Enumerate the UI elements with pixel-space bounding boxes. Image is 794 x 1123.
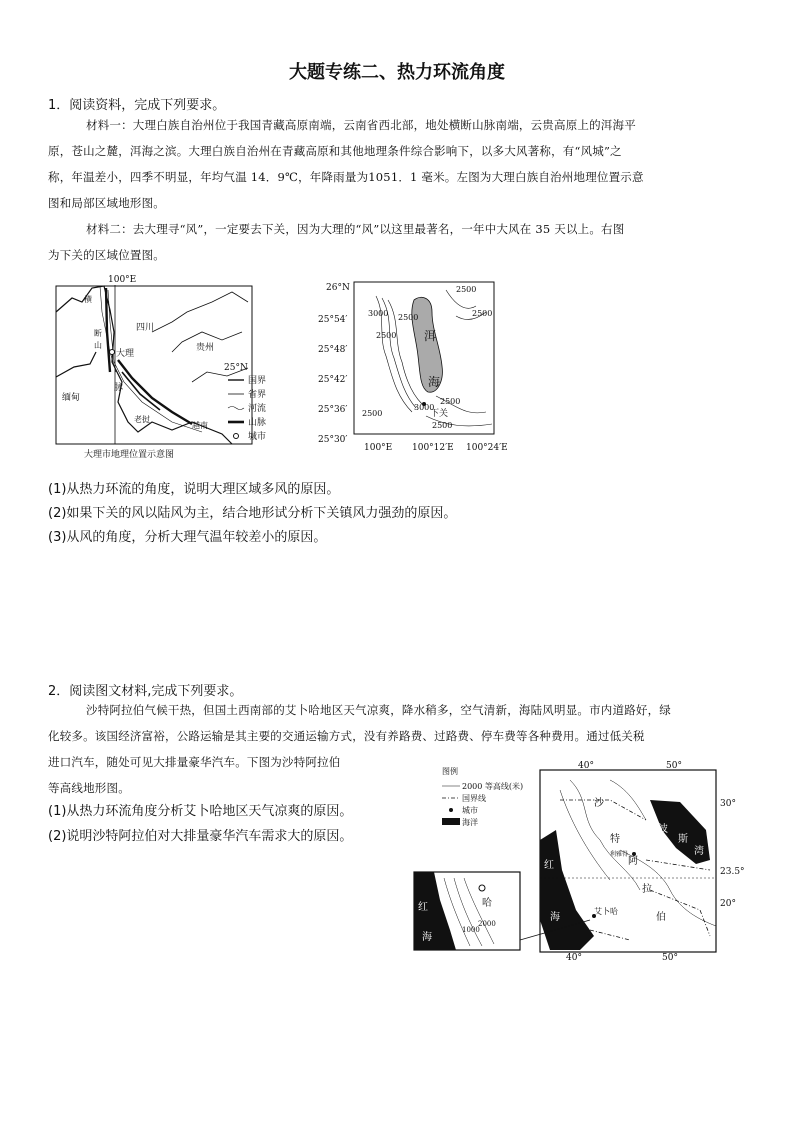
dali-location-map	[52, 272, 292, 462]
lake-char: 海	[428, 375, 441, 389]
contour-label: 2500	[456, 285, 477, 294]
red-sea-char: 红	[544, 860, 554, 871]
lon-top: 40°	[578, 761, 594, 771]
q2-para-line: 化较多。该国经济富裕，公路运输是其主要的交通运输方式，没有养路费、过路费、停车费等各种费用。通过低关税	[48, 729, 645, 743]
q2-sub-questions	[48, 799, 352, 849]
inset-contour-label: 1000	[462, 926, 480, 934]
city-label-abha: 艾卜哈	[594, 907, 618, 916]
page-title: 大题专练二、热力环流角度	[289, 62, 505, 83]
q1-material-1	[48, 112, 750, 268]
lat-label: 20°	[720, 899, 736, 909]
q2-heading: 2．阅读图文材料,完成下列要求。	[48, 684, 243, 699]
legend-title: 图例	[442, 767, 458, 776]
mountain-char: 断	[94, 329, 102, 338]
saudi-arabia-map	[410, 760, 760, 960]
map1-caption: 大理市地理位置示意图	[84, 450, 175, 460]
inset-city-icon	[479, 885, 485, 891]
map-label-myanmar: 缅甸	[62, 393, 81, 403]
lat-tick: 25°30′	[318, 435, 348, 445]
city-label: 下关	[430, 409, 449, 419]
legend-item: 河流	[248, 404, 267, 414]
legend-item: 2000 等高线(米)	[462, 782, 524, 791]
contour-label: 2500	[362, 409, 383, 418]
lon-top: 50°	[666, 761, 682, 771]
lat-tick: 25°42′	[318, 375, 348, 385]
q1-m1-line: 图和局部区域地形图。	[48, 196, 165, 210]
country-char: 拉	[642, 884, 652, 895]
country-char: 伯	[656, 912, 666, 923]
q2-sub-question: (2)说明沙特阿拉伯对大排量豪华汽车需求大的原因。	[48, 829, 353, 844]
map-label-laos: 老挝	[134, 415, 150, 424]
country-char: 特	[610, 834, 620, 845]
country-char: 阿	[628, 856, 638, 867]
lat-label: 30°	[720, 799, 736, 809]
map-label-sichuan: 四川	[136, 323, 155, 333]
map-label-dali: 大理	[116, 349, 135, 359]
q2-para-line: 等高线地形图。	[48, 781, 130, 795]
q1-heading: 1．阅读资料，完成下列要求。	[48, 98, 226, 113]
contour-label: 3000	[368, 309, 389, 318]
lat-tick: 25°48′	[318, 345, 348, 355]
q2-para-line: 进口汽车，随处可见大排量豪华汽车。下图为沙特阿拉伯	[48, 755, 341, 769]
legend-item: 山脉	[248, 418, 267, 428]
lat-label: 25°N	[224, 363, 248, 373]
legend-item: 城市	[248, 432, 267, 442]
mountain-char: 脉	[114, 383, 124, 393]
contour-label: 3000	[414, 403, 435, 412]
gulf-char: 斯	[678, 834, 688, 845]
map-label-vietnam: 越南	[192, 421, 208, 430]
legend-item: 城市	[462, 806, 478, 815]
contour-label: 2500	[376, 331, 397, 340]
legend-item: 海洋	[462, 818, 478, 827]
legend-item: 国界线	[462, 794, 486, 803]
red-sea-char: 海	[550, 912, 560, 923]
q1-sub-question: (3)从风的角度，分析大理气温年较差小的原因。	[48, 530, 327, 545]
map-legend	[442, 766, 523, 827]
q2-sub-question: (1)从热力环流角度分析艾卜哈地区天气凉爽的原因。	[48, 804, 353, 819]
lon-bottom: 50°	[662, 953, 678, 960]
xiaguan-terrain-map	[316, 276, 516, 456]
contour-label: 2500	[432, 421, 453, 430]
q1-m2-line: 为下关的区域位置图。	[48, 248, 165, 262]
lon-tick: 100°E	[364, 443, 393, 453]
q1-sub-question: (1)从热力环流的角度，说明大理区域多风的原因。	[48, 482, 340, 497]
capital-city-icon	[632, 852, 636, 856]
q1-sub-questions	[48, 478, 456, 550]
lat-tick: 25°54′	[318, 315, 348, 325]
gulf-char: 波	[658, 824, 668, 835]
lon-tick: 100°24′E	[466, 443, 508, 453]
gulf-char: 湾	[694, 846, 704, 857]
inset-red-sea-char: 红	[418, 902, 428, 913]
lon-label: 100°E	[108, 275, 137, 285]
lat-tick: 26°N	[326, 283, 350, 293]
legend-item: 国界	[248, 376, 267, 386]
q2-para-line: 沙特阿拉伯气候干热，但国土西南部的艾卜哈地区天气凉爽，降水稍多，空气清新，海陆风明显。市内道路好，绿	[86, 703, 671, 717]
legend-item: 省界	[248, 390, 267, 400]
q1-m1-line: 原，苍山之麓，洱海之滨。大理白族自治州在青藏高原和其他地理条件综合影响下，以多大风著称，有“风城”之	[48, 144, 622, 158]
lake-char: 洱	[424, 329, 437, 343]
lon-bottom: 40°	[566, 953, 582, 960]
lat-label: 23.5°	[720, 867, 745, 877]
contour-label: 2500	[398, 313, 419, 322]
q1-m1-line: 材料一：大理白族自治州位于我国青藏高原南端，云南省西北部，地处横断山脉南端，云贵高原上的洱海平	[86, 118, 636, 132]
inset-red-sea-char: 海	[422, 932, 432, 943]
inset-ha-label: 哈	[482, 898, 492, 909]
inset-contour-label: 2000	[478, 920, 496, 928]
dali-city-icon	[110, 350, 115, 355]
mountain-char: 山	[94, 341, 102, 350]
country-char: 沙	[594, 798, 604, 809]
map-label-guizhou: 贵州	[196, 343, 215, 353]
capital-label: 利雅得	[610, 851, 629, 858]
q1-m2-line: 材料二：去大理寻“风”，一定要去下关，因为大理的“风”以这里最著名，一年中大风在 35 天以上。右图	[86, 222, 625, 236]
lat-tick: 25°36′	[318, 405, 348, 415]
lon-tick: 100°12′E	[412, 443, 454, 453]
mountain-char: 横	[84, 295, 92, 304]
q1-sub-question: (2)如果下关的风以陆风为主，结合地形试分析下关镇风力强劲的原因。	[48, 506, 457, 521]
contour-label: 2500	[472, 309, 493, 318]
contour-label: 2500	[440, 397, 461, 406]
q1-m1-line: 称，年温差小，四季不明显，年均气温 14．9℃，年降雨量为1051．1 毫米。左图为大理白族自治州地理位置示意	[48, 170, 644, 184]
